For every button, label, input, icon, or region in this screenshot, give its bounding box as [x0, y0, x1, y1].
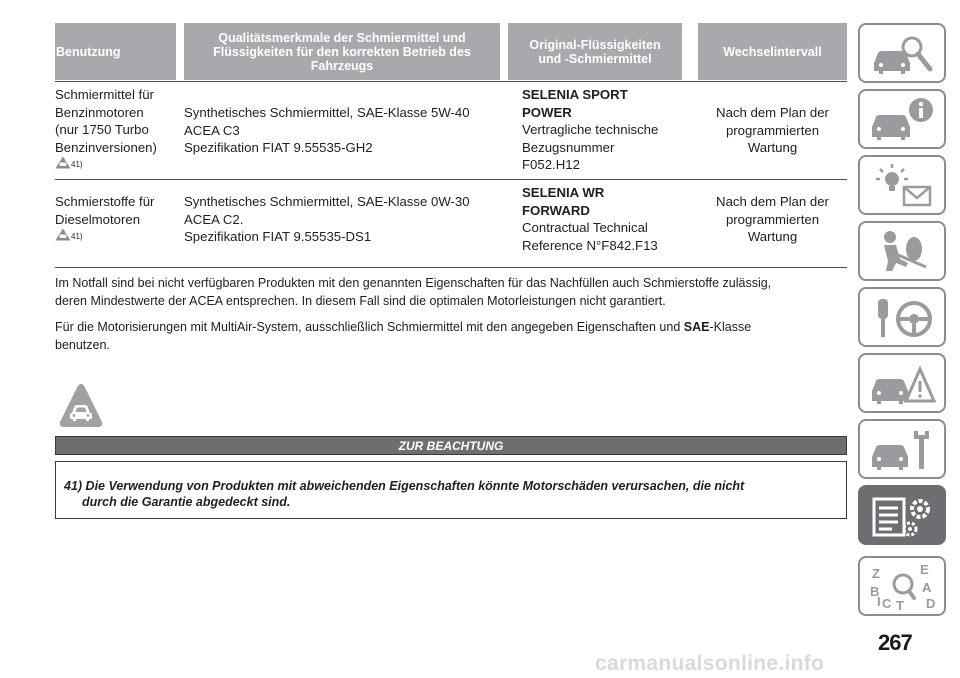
specs-gear-icon — [868, 491, 938, 541]
note-box — [55, 461, 847, 519]
warning-triangle-icon — [55, 228, 71, 241]
index-letter: B — [870, 584, 880, 599]
sidebar-tab-car-warning[interactable] — [858, 353, 946, 413]
paragraph-emergency: Im Notfall sind bei nicht verfügbaren Produkten mit den genannten Eigenschaften für das Nachfüllen auch Schmierstoffe zulässig, deren Mindestwerte der ACEA entsprechen. In diesem Fall sind die optimalen Motorleistungen nicht garantiert. — [55, 276, 772, 308]
row1-interval: Nach dem Plan der programmierten Wartung — [716, 105, 829, 155]
table-bottom-divider — [55, 267, 847, 268]
car-info-icon — [868, 95, 938, 145]
header-usage: Benutzung — [55, 23, 176, 80]
header-quality: Qualitätsmerkmale der Schmiermittel und Flüssigkeiten für den korrekten Betrieb des Fahrzeugs — [184, 23, 500, 80]
note-text: 41) Die Verwendung von Produkten mit abweichenden Eigenschaften könnte Motorschäden verursachen, die nicht durch die Garantie abgedeckt sind. — [64, 479, 745, 509]
row-divider — [55, 179, 847, 180]
warning-lights-icon — [868, 161, 938, 211]
header-interval: Wechselintervall — [698, 23, 847, 80]
car-warning-triangle-icon — [58, 382, 104, 430]
index-letter: D — [926, 596, 936, 611]
index-letter: E — [920, 562, 929, 577]
row2-quality: Synthetisches Schmiermittel, SAE-Klasse 0W-30 ACEA C2. Spezifikation FIAT 9.55535-DS1 — [184, 194, 470, 244]
page-number: 267 — [878, 630, 912, 655]
car-wrench-icon — [868, 425, 938, 475]
car-search-icon — [868, 29, 938, 79]
sidebar-tab-warning-lights[interactable] — [858, 155, 946, 215]
row1-quality: Synthetisches Schmiermittel, SAE-Klasse 5W-40 ACEA C3 Spezifikation FIAT 9.55535-GH2 — [184, 105, 470, 155]
row2-usage: Schmierstoffe für Dieselmotoren 41) — [55, 194, 155, 241]
sidebar-tab-car-search[interactable] — [858, 23, 946, 83]
row2-product: SELENIA WR FORWARD Contractual Technical Reference N°F842.F13 — [522, 185, 658, 253]
watermark: carmanualsonline.info — [595, 652, 825, 675]
car-warning-triangle-icon — [868, 359, 938, 409]
paragraph-multiair: Für die Motorisierungen mit MultiAir-System, ausschließlich Schmiermittel mit den angegeben Eigenschaften und SAE-Klasse benutzen. — [55, 320, 752, 352]
index-letter: C — [882, 596, 892, 611]
sidebar-tab-airbag[interactable] — [858, 221, 946, 281]
row1-usage: Schmiermittel für Benzinmotoren (nur 1750 Turbo Benzinversionen) 41) — [55, 87, 157, 169]
alphabet-index-icon — [868, 562, 938, 612]
sidebar-tab-key-steering[interactable] — [858, 287, 946, 347]
row1-product: SELENIA SPORT POWER Vertragliche technische Bezugsnummer F052.H12 — [522, 87, 659, 172]
index-letter: I — [877, 594, 881, 609]
header-divider — [55, 81, 847, 82]
index-letter: A — [922, 580, 932, 595]
index-letter: Z — [872, 566, 880, 581]
sidebar-tab-index[interactable] — [858, 556, 946, 616]
key-steering-wheel-icon — [868, 293, 938, 343]
warning-triangle-icon — [55, 156, 71, 169]
row2-interval: Nach dem Plan der programmierten Wartung — [716, 194, 829, 244]
note-title-bar: ZUR BEACHTUNG — [55, 436, 847, 455]
airbag-person-icon — [868, 227, 938, 277]
sidebar-tab-car-info[interactable] — [858, 89, 946, 149]
sidebar-tab-car-wrench[interactable] — [858, 419, 946, 479]
index-letter: T — [896, 598, 904, 612]
sidebar-tab-specs[interactable] — [858, 485, 946, 545]
header-original-fluids: Original-Flüssigkeiten und -Schmiermittel — [508, 23, 682, 80]
